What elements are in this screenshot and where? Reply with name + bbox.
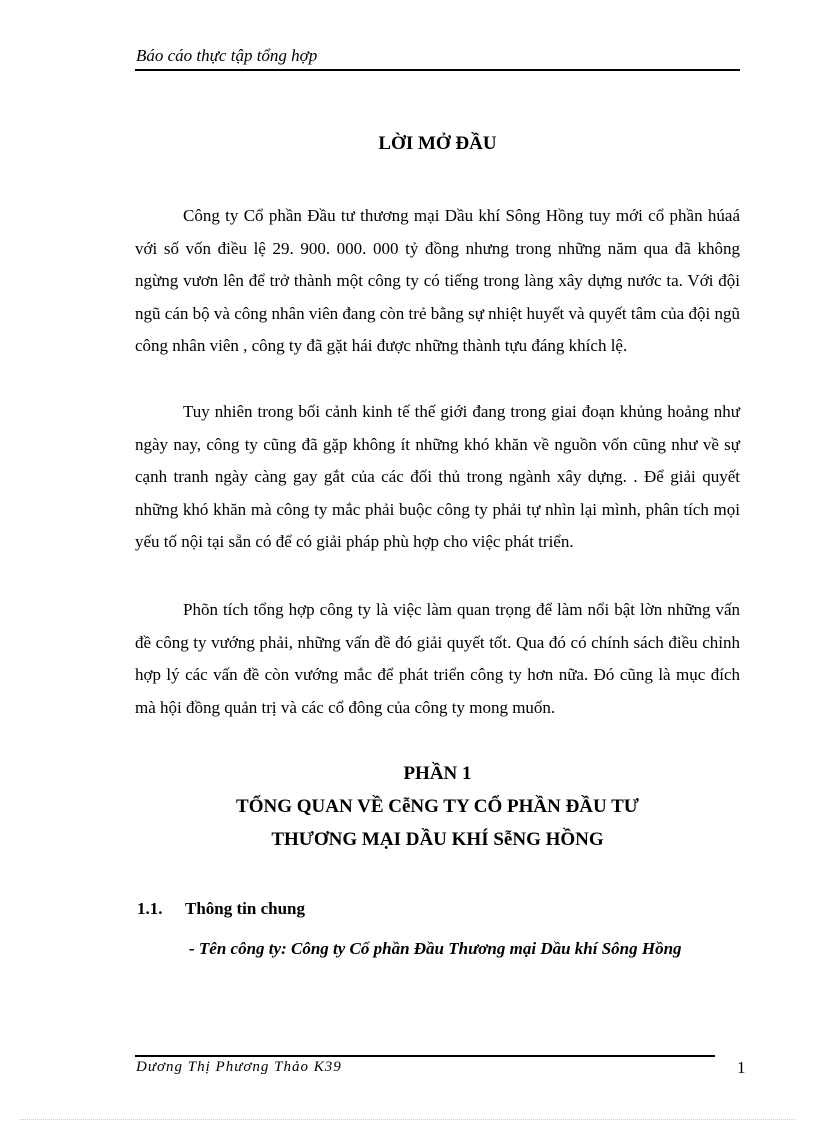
intro-paragraph-1: Công ty Cổ phần Đầu tư thương mại Dầu khí Sông Hồng tuy mới cổ phần húaá với số vốn điều lệ 29. 900. 000. 000 tỷ đồng nhưng trong những năm qua đã không ngừng vươn lên để trở thành một công ty có tiếng trong làng xây dựng nước ta. Với đội ngũ cán bộ và công nhân viên đang còn trẻ bằng sự nhiệt huyết và quyết tâm của đội ngũ công nhân viên , công ty đã gặt hái được những thành tựu đáng khích lệ. — [135, 206, 740, 355]
intro-paragraph-2: Tuy nhiên trong bối cảnh kinh tế thế giới đang trong giai đoạn khủng hoảng như ngày nay, công ty cũng đã gặp không ít những khó khăn về nguồn vốn cũng như về sự cạnh tranh ngày càng gay gắt của các đối thủ trong ngành xây dựng. . Để giải quyết những khó khăn mà công ty mắc phải buộc công ty phải tự nhìn lại mình, phân tích mọi yếu tố nội tại sẵn có để có giải pháp phù hợp cho việc phát triển. — [135, 402, 740, 551]
footer-author: Dương Thị Phương Thảo K39 — [136, 1059, 342, 1075]
page-number: 1 — [737, 1058, 746, 1077]
section-number: 1.1. — [137, 899, 163, 918]
intro-paragraph-3: Phõn tích tổng hợp công ty là việc làm quan trọng để làm nổi bật lờn những vấn đề công ty vướng phải, những vấn đề đó giải quyết tốt. Qua đó có chính sách điều chỉnh hợp lý các vấn đề còn vướng mắc để phát triển công ty hơn nữa. Đó cũng là mục đích mà hội đồng quản trị và các cổ đông của công ty mong muốn. — [135, 600, 740, 717]
page-title: LỜI MỞ ĐẦU — [378, 133, 497, 154]
header-rule — [135, 69, 740, 71]
page-bottom-dotted-edge — [20, 1119, 796, 1120]
part-label: PHẦN 1 — [403, 763, 472, 784]
company-name-line: - Tên công ty: Công ty Cổ phần Đầu Thương mại Dầu khí Sông Hồng — [189, 939, 682, 958]
section-heading — [137, 899, 305, 919]
running-header: Báo cáo thực tập tổng hợp — [136, 46, 318, 65]
part-title-line-2: THƯƠNG MẠI DẦU KHÍ SễNG HỒNG — [271, 829, 604, 850]
footer-rule — [135, 1055, 715, 1057]
part-heading-block — [135, 757, 740, 856]
part-title-line-1: TỔNG QUAN VỀ CễNG TY CỔ PHẦN ĐẦU TƯ — [236, 796, 639, 817]
section-title: Thông tin chung — [185, 899, 305, 918]
